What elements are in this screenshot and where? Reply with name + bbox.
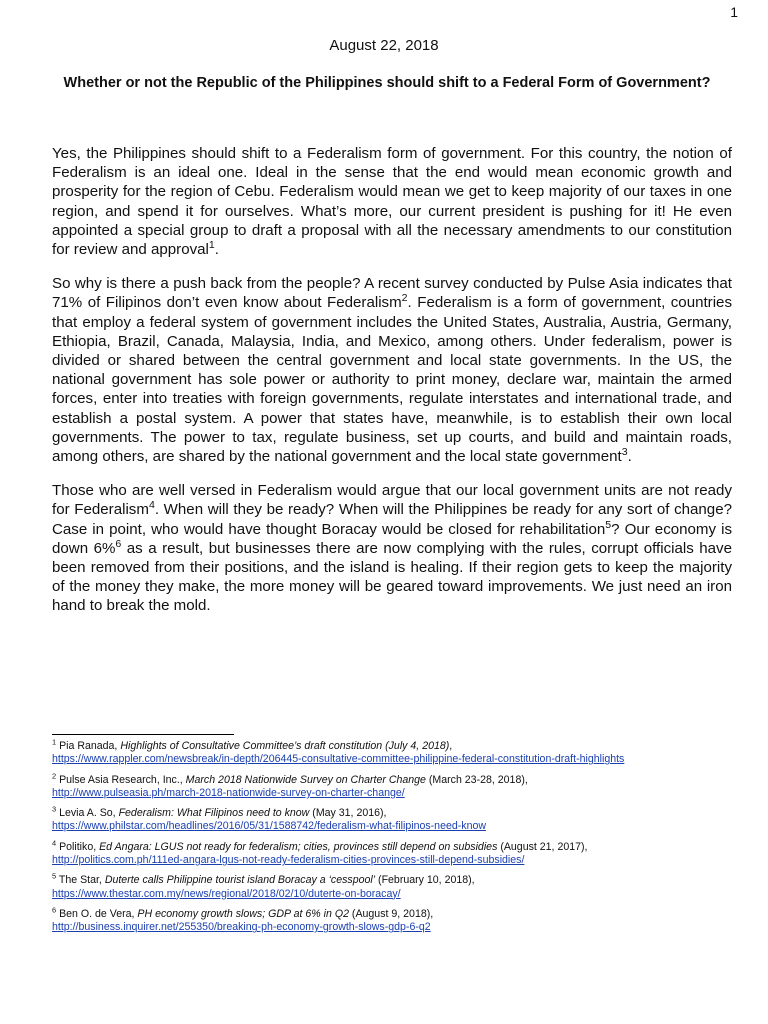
paragraph-text: . Federalism is a form of government, countries that employ a federal system of government includes the United States, Australia, Austria, Germany, Ethiopia, Brazil, Canada, Malaysia, India, and Mexico, among others. Under federalism, power is divided or shared between the central government and local state governments. In the US, the national government has sole power or authority to print money, declare war, maintain the armed forces, enter into treaties with foreign governments, regulate interstates and international trade, and establish a postal system. A power that states have, meanwhile, is to establish their own local governments. The power to tax, regulate business, set up courts, and build and maintain roads, among others, are shared by the national government and the local state government xyxy=(52,294,732,466)
paragraph-text: as a result, but businesses there are now complying with the rules, corrupt officials have been removed from their positions, and the island is healing. If their region gets to keep the majority of the money they make, the more money will be geared toward improvements. We just need an iron hand to break the mold. xyxy=(52,539,732,615)
footnote-ref[interactable]: 4 xyxy=(148,499,155,512)
footnote-date: (August 21, 2017), xyxy=(497,840,588,853)
paragraph-text: So why is there a push back from the people? A recent survey conducted by Pulse Asia indicates that 71% of Filipinos don’t even know about Federalism xyxy=(52,275,732,312)
paragraph-text: Yes, the Philippines should shift to a Federalism form of government. For this country, the notion of Federalism is an ideal one. Ideal in the sense that the end would mean economic growth and prosperity for the region of Cebu. Federalism would mean we get to keep majority of our taxes in one region, and spend it for ourselves. What’s more, our current president is pushing for it! He even appointed a special group to draft a proposal with all the necessary amendments to our constitution for review and approval xyxy=(52,145,732,259)
document-date: August 22, 2018 xyxy=(329,37,439,54)
footnote-1 xyxy=(52,737,732,767)
footnote-date: , xyxy=(449,740,453,752)
page-number: 1 xyxy=(730,4,738,20)
footnote-2 xyxy=(52,771,732,801)
footnote-number: 5 xyxy=(52,871,57,881)
footnote-author: Politiko, xyxy=(56,840,100,853)
footnote-3 xyxy=(52,804,732,834)
footnote-date: (August 9, 2018), xyxy=(348,907,434,920)
footnote-link[interactable]: http://business.inquirer.net/255350/breaking-ph-economy-growth-slows-gdp-6-q2 xyxy=(52,921,431,934)
footnote-author: Pia Ranada, xyxy=(56,740,121,752)
essay-body xyxy=(52,144,732,631)
footnote-author: Ben O. de Vera, xyxy=(56,907,138,920)
footnote-title: PH economy growth slows; GDP at 6% in Q2 xyxy=(137,907,349,920)
footnote-author: The Star, xyxy=(56,874,105,887)
footnotes xyxy=(52,734,732,942)
paragraph-2 xyxy=(52,274,732,466)
footnote-number: 2 xyxy=(52,771,57,781)
footnote-title: Ed Angara: LGUS not ready for federalism; cities, provinces still depend on subsidies xyxy=(99,840,498,853)
paragraph-text: . When will they be ready? When will the Philippines be ready for any sort of change? Case in point, who would have thought Boracay would be closed for rehabilitation xyxy=(52,501,732,538)
paragraph-3 xyxy=(52,481,732,615)
footnote-ref[interactable]: 1 xyxy=(208,238,215,251)
footnote-number: 1 xyxy=(52,737,57,747)
footnote-number: 6 xyxy=(52,905,57,915)
paragraph-text: . xyxy=(627,448,632,466)
paragraph-text: . xyxy=(214,241,219,259)
footnote-title: March 2018 Nationwide Survey on Charter Change xyxy=(185,773,426,786)
footnote-number: 3 xyxy=(52,804,57,814)
footnote-6 xyxy=(52,905,732,935)
paragraph-1 xyxy=(52,144,732,259)
footnote-date: (February 10, 2018), xyxy=(375,874,475,887)
footnote-5 xyxy=(52,871,732,901)
footnote-author: Pulse Asia Research, Inc., xyxy=(56,773,186,786)
paragraph-text: ? Our economy is down 6% xyxy=(52,520,732,557)
footnote-ref[interactable]: 5 xyxy=(605,518,612,531)
footnote-date: (May 31, 2016), xyxy=(309,807,387,820)
footnote-link[interactable]: https://www.thestar.com.my/news/regional/2018/02/10/duterte-on-boracay/ xyxy=(52,887,401,900)
footnote-title: Highlights of Consultative Committee’s draft constitution (July 4, 2018) xyxy=(120,740,450,752)
footnote-number: 4 xyxy=(52,838,57,848)
footnote-ref[interactable]: 2 xyxy=(401,292,408,305)
footnote-divider xyxy=(52,734,234,735)
footnote-title: Federalism: What Filipinos need to know xyxy=(118,807,310,820)
footnote-date: (March 23-28, 2018), xyxy=(425,773,528,786)
footnote-ref[interactable]: 3 xyxy=(621,446,628,459)
footnote-link[interactable]: http://www.pulseasia.ph/march-2018-nationwide-survey-on-charter-change/ xyxy=(52,786,405,799)
paragraph-text: Those who are well versed in Federalism would argue that our local government units are not ready for Federalism xyxy=(52,482,732,519)
footnote-link[interactable]: https://www.philstar.com/headlines/2016/05/31/1588742/federalism-what-filipinos-need-know xyxy=(52,820,487,833)
footnote-ref[interactable]: 6 xyxy=(115,537,122,550)
document-title: Whether or not the Republic of the Philippines should shift to a Federal Form of Government? xyxy=(63,75,711,91)
footnote-author: Levia A. So, xyxy=(56,807,119,820)
footnote-4 xyxy=(52,838,732,868)
footnote-link[interactable]: https://www.rappler.com/newsbreak/in-depth/206445-consultative-committee-philippine-federal-constitution-draft-highlights xyxy=(52,753,625,766)
footnote-title: Duterte calls Philippine tourist island Boracay a ‘cesspool’ xyxy=(104,874,376,887)
footnote-link[interactable]: http://politics.com.ph/111ed-angara-lgus-not-ready-federalism-cities-provinces-still-depend-subsidies/ xyxy=(52,854,525,867)
